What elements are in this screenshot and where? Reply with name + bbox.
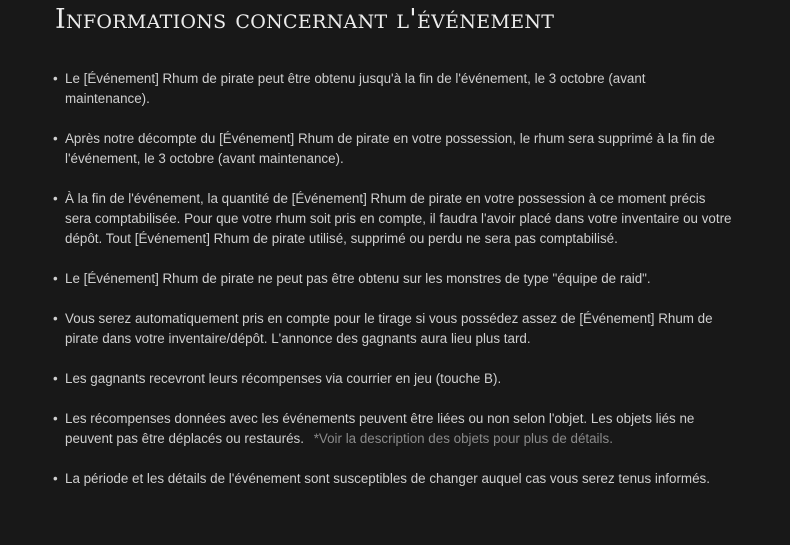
bullet-icon: •	[53, 191, 58, 206]
list-item	[53, 129, 733, 169]
bullet-icon: •	[53, 271, 58, 286]
bullet-icon: •	[53, 471, 58, 486]
list-item	[53, 189, 733, 249]
list-item	[53, 69, 733, 109]
bullet-icon: •	[53, 131, 58, 146]
bullet-icon: •	[53, 71, 58, 86]
footnote-text: *Voir la description des objets pour plus de détails.	[313, 431, 613, 446]
list-item-text: Les gagnants recevront leurs récompenses via courrier en jeu (touche B).	[65, 371, 502, 386]
list-item	[53, 309, 733, 349]
list-item	[53, 409, 733, 449]
list-item	[53, 369, 733, 389]
event-notice-list	[53, 69, 733, 509]
list-item-text: Après notre décompte du [Événement] Rhum de pirate en votre possession, le rhum sera supprimé à la fin de l'événement, le 3 octobre (avant maintenance).	[65, 131, 715, 166]
list-item-text: Les récompenses données avec les événements peuvent être liées ou non selon l'objet. Les objets liés ne peuvent pas être déplacés ou restaurés.	[65, 411, 695, 446]
bullet-icon: •	[53, 411, 58, 426]
list-item	[53, 269, 733, 289]
list-item-text: La période et les détails de l'événement sont susceptibles de changer auquel cas vous serez tenus informés.	[65, 471, 710, 486]
list-item-text: Vous serez automatiquement pris en compte pour le tirage si vous possédez assez de [Événement] Rhum de pirate dans votre inventaire/dépôt. L'annonce des gagnants aura lieu plus tard.	[65, 311, 713, 346]
list-item-text: Le [Événement] Rhum de pirate ne peut pas être obtenu sur les monstres de type "équipe de raid".	[65, 271, 651, 286]
page-title: Informations concernant l'événement	[55, 4, 555, 35]
list-item-text: À la fin de l'événement, la quantité de [Événement] Rhum de pirate en votre possession à ce moment précis sera comptabilisée. Pour que votre rhum soit pris en compte, il faudra l'avoir placé dans votre inventaire ou votre dépôt. Tout [Événement] Rhum de pirate utilisé, supprimé ou perdu ne sera pas comptabilisé.	[65, 191, 732, 246]
bullet-icon: •	[53, 371, 58, 386]
list-item	[53, 469, 733, 489]
bullet-icon: •	[53, 311, 58, 326]
list-item-text: Le [Événement] Rhum de pirate peut être obtenu jusqu'à la fin de l'événement, le 3 octobre (avant maintenance).	[65, 71, 646, 106]
